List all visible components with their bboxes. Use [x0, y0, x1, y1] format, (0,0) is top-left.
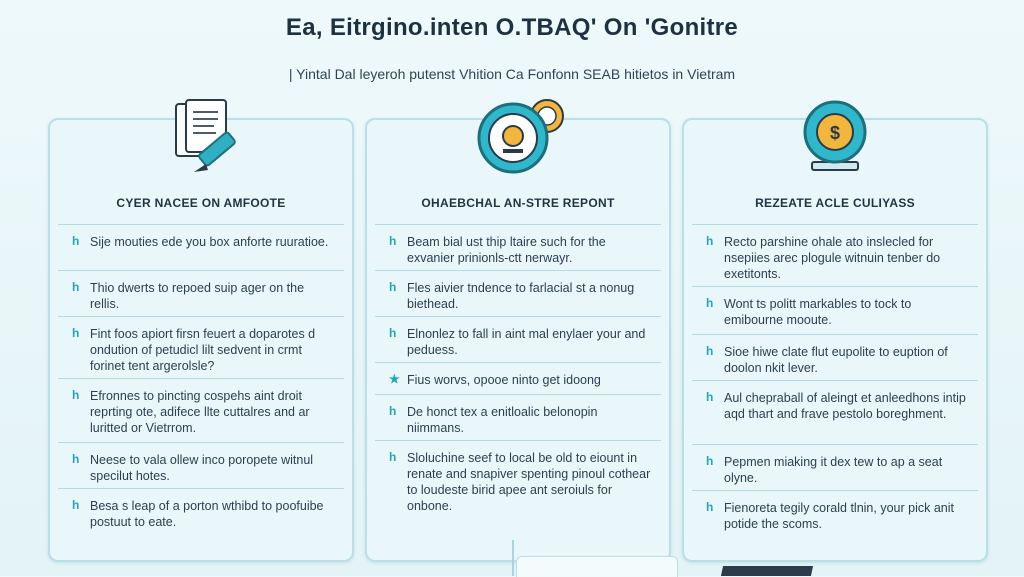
- h-bullet-icon: h: [72, 498, 80, 512]
- list-item: h Sloluchine seef to local be old to eiount in renate and snapiver spenting pinoul cothear to loudeste birid apee ant seroiuls for onbone.: [375, 440, 661, 514]
- list-item: ★ Fius worvs, opooe ninto get idoong: [375, 362, 661, 388]
- h-bullet-icon: h: [706, 454, 714, 468]
- column-heading: CYER NACEE ON AMFOOTE: [116, 196, 286, 210]
- h-bullet-icon: h: [706, 390, 714, 404]
- connector-line: [512, 540, 514, 576]
- column-card-3: [682, 118, 988, 562]
- h-bullet-icon: h: [72, 280, 80, 294]
- page-subtitle: | Yintal Dal leyeroh putenst Vhition Ca Fonfonn SEAB hitietos in Vietram: [288, 66, 736, 82]
- page-title: Ea, Eitrgino.inten O.TBAQ' On 'Gonitre: [285, 14, 739, 41]
- list-item: h Neese to vala ollew inco poropete witnul specilut hotes.: [58, 442, 344, 484]
- h-bullet-icon: h: [706, 500, 714, 514]
- column-heading: REZEATE ACLE CULIYASS: [755, 196, 915, 210]
- h-bullet-icon: h: [72, 452, 80, 466]
- h-bullet-icon: h: [706, 296, 714, 310]
- list-item: h Beam bial ust thip ltaire such for the exvanier prinionls-ctt nerwayr.: [375, 224, 661, 266]
- h-bullet-icon: h: [389, 450, 397, 464]
- h-bullet-icon: h: [389, 234, 397, 248]
- svg-text:$: $: [829, 123, 841, 143]
- list-item: h Sioe hiwe clate flut eupolite to euption of doolon nkit lever.: [692, 334, 978, 376]
- document-pen-icon: [146, 98, 256, 180]
- h-bullet-icon: h: [389, 326, 397, 340]
- list-item: h Fint foos apiort firsn feuert a doparotes d ondution of petudicl lilt sedvent in crmt forinet tent argerolsle?: [58, 316, 344, 374]
- star-bullet-icon: ★: [389, 372, 400, 386]
- list-item: h Thio dwerts to repoed suip ager on the rellis.: [58, 270, 344, 312]
- h-bullet-icon: h: [706, 234, 714, 248]
- h-bullet-icon: h: [706, 344, 714, 358]
- list-item: h Besa s leap of a porton wthibd to poofuibe postuut to eate.: [58, 488, 344, 530]
- dark-tag: [721, 566, 813, 576]
- list-item: h Recto parshine ohale ato inslecled for nsepiies arec plogule witnuin tenber do exetitonts.: [692, 224, 978, 282]
- h-bullet-icon: h: [72, 326, 80, 340]
- column-card-1: [48, 118, 354, 562]
- bottom-tab: [516, 556, 678, 577]
- list-item: h Aul chepraball of aleingt et anleedhons intip aqd thart and frave pestolo boreghment.: [692, 380, 978, 422]
- dollar-globe-icon: [780, 98, 890, 180]
- list-item: h Sije mouties ede you box anforte ruuratioe.: [58, 224, 344, 250]
- list-item: h Wont ts politt markables to tock to emibourne mooute.: [692, 286, 978, 328]
- list-item: h De honct tex a enitloalic belonopin niimmans.: [375, 394, 661, 436]
- column-heading: OHAEBCHAL AN-STRE REPONT: [421, 196, 615, 210]
- h-bullet-icon: h: [389, 404, 397, 418]
- h-bullet-icon: h: [72, 388, 80, 402]
- list-item: h Elnonlez to fall in aint mal enylaer your and peduess.: [375, 316, 661, 358]
- h-bullet-icon: h: [389, 280, 397, 294]
- column-card-2: [365, 118, 671, 562]
- list-item: h Pepmen miaking it dex tew to ap a seat olyne.: [692, 444, 978, 486]
- list-item: h Fienoreta tegily corald tlnin, your pick anit potide the scoms.: [692, 490, 978, 532]
- coin-gear-icon: [463, 98, 573, 180]
- list-item: h Fles aivier tndence to farlacial st a nonug biethead.: [375, 270, 661, 312]
- list-item: h Efronnes to pincting cospehs aint droit reprting ote, adifece llte cuttalres and ar luritted or Vietrrom.: [58, 378, 344, 436]
- h-bullet-icon: h: [72, 234, 80, 248]
